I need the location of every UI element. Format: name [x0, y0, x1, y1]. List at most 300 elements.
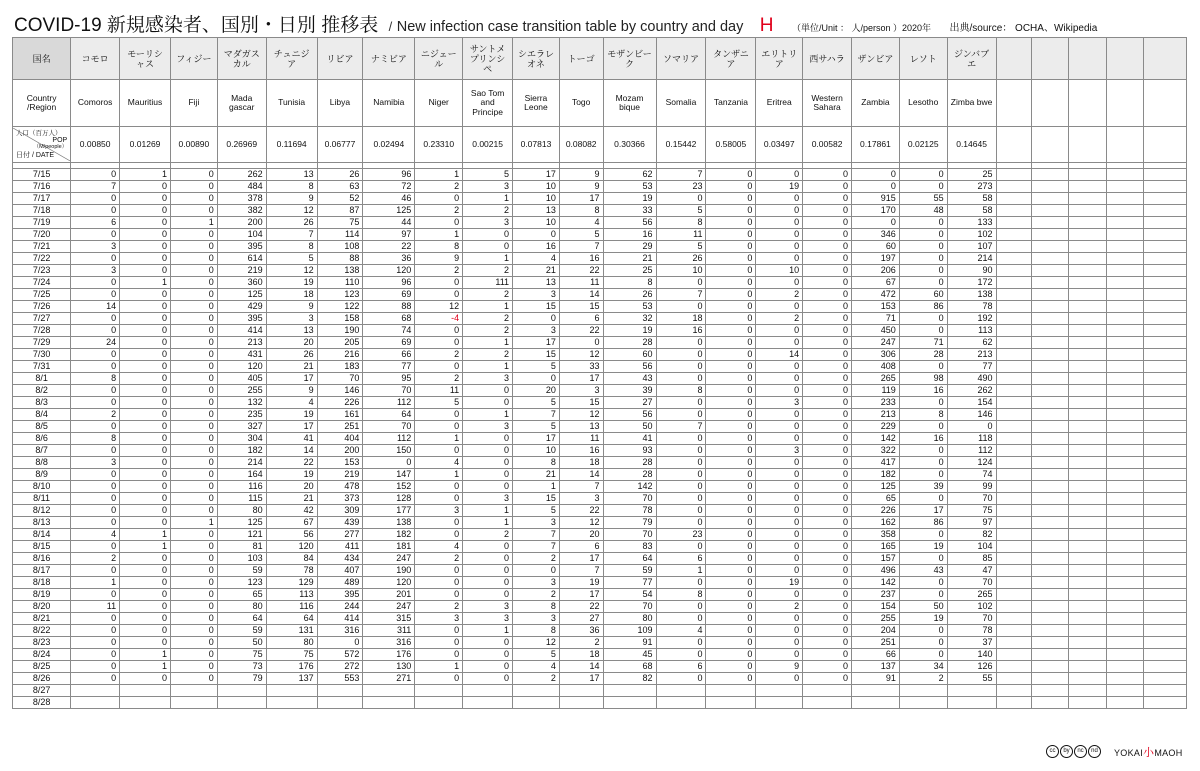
case-cell: 0	[899, 589, 947, 601]
empty-cell	[1144, 421, 1187, 433]
case-cell: 6	[559, 541, 603, 553]
case-cell: 0	[706, 265, 756, 277]
case-cell: 0	[171, 313, 218, 325]
empty-cell	[1031, 169, 1068, 181]
case-cell: 0	[706, 289, 756, 301]
case-cell: 0	[120, 481, 171, 493]
empty-cell	[1106, 541, 1143, 553]
case-cell: 915	[852, 193, 900, 205]
country-name-jp: シエラレオネ	[513, 38, 560, 80]
case-cell: 3	[463, 613, 513, 625]
table-row	[13, 649, 1187, 661]
case-cell: 3	[71, 457, 120, 469]
case-cell: 55	[947, 673, 996, 685]
table-row	[13, 697, 1187, 709]
case-cell: 116	[217, 481, 266, 493]
case-cell: 12	[513, 637, 560, 649]
empty-cell	[996, 217, 1031, 229]
case-cell: 130	[363, 661, 415, 673]
case-cell: 182	[852, 469, 900, 481]
case-cell: 0	[317, 637, 363, 649]
case-cell: 146	[947, 409, 996, 421]
case-cell: 8	[266, 241, 317, 253]
case-cell: 0	[463, 433, 513, 445]
case-cell: 1	[415, 661, 463, 673]
empty-cell	[1031, 697, 1068, 709]
case-cell	[899, 697, 947, 709]
empty-cell	[1144, 373, 1187, 385]
country-name-en: Mada gascar	[217, 80, 266, 127]
case-cell: 0	[120, 217, 171, 229]
case-cell: 0	[756, 649, 803, 661]
case-cell: 82	[603, 673, 656, 685]
empty-cell	[1144, 289, 1187, 301]
case-cell: 0	[513, 565, 560, 577]
case-cell: 13	[559, 421, 603, 433]
case-cell: 131	[266, 625, 317, 637]
case-cell: 59	[217, 625, 266, 637]
population-value: 0.02125	[899, 127, 947, 163]
case-cell: 229	[852, 421, 900, 433]
case-cell: 15	[513, 301, 560, 313]
case-cell: 0	[656, 601, 706, 613]
empty-cell	[1031, 529, 1068, 541]
case-cell: 150	[363, 445, 415, 457]
empty-cell	[1144, 697, 1187, 709]
case-cell: 0	[171, 541, 218, 553]
case-cell: 62	[947, 337, 996, 349]
case-cell: 52	[317, 193, 363, 205]
table-row	[13, 277, 1187, 289]
case-cell: 262	[217, 169, 266, 181]
empty-cell	[1106, 325, 1143, 337]
case-cell: 0	[756, 421, 803, 433]
empty-cell	[1069, 697, 1106, 709]
empty-cell	[1106, 253, 1143, 265]
empty-cell	[1069, 385, 1106, 397]
case-cell: 0	[803, 517, 852, 529]
case-cell: 5	[656, 241, 706, 253]
case-cell: 28	[603, 469, 656, 481]
case-cell: 200	[317, 445, 363, 457]
case-cell: 4	[559, 217, 603, 229]
case-cell: 9	[266, 385, 317, 397]
case-cell: 0	[120, 577, 171, 589]
case-cell: 2	[415, 181, 463, 193]
empty-cell	[1069, 373, 1106, 385]
case-cell: 34	[899, 661, 947, 673]
case-cell: 0	[171, 661, 218, 673]
table-row	[13, 517, 1187, 529]
date-cell: 8/25	[13, 661, 71, 673]
case-cell: 205	[317, 337, 363, 349]
case-cell: 44	[363, 217, 415, 229]
case-cell: 0	[706, 313, 756, 325]
empty-cell	[1031, 685, 1068, 697]
case-cell: 490	[947, 373, 996, 385]
case-cell: 6	[656, 553, 706, 565]
case-cell: 126	[947, 661, 996, 673]
case-cell: 115	[217, 493, 266, 505]
case-cell: 0	[171, 577, 218, 589]
case-cell: 75	[947, 505, 996, 517]
case-cell: 123	[317, 289, 363, 301]
case-cell: 0	[756, 469, 803, 481]
case-cell: 204	[852, 625, 900, 637]
case-cell: 0	[120, 349, 171, 361]
case-cell: 1	[463, 625, 513, 637]
case-cell: 7	[559, 481, 603, 493]
empty-cell	[1106, 301, 1143, 313]
case-cell: 0	[120, 325, 171, 337]
empty-cell	[1069, 493, 1106, 505]
case-cell: 0	[171, 409, 218, 421]
date-cell: 8/9	[13, 469, 71, 481]
case-cell: 0	[803, 337, 852, 349]
case-cell: 0	[756, 673, 803, 685]
table-row	[13, 613, 1187, 625]
case-cell: 1	[463, 301, 513, 313]
case-cell: 2	[463, 529, 513, 541]
case-cell: 12	[266, 265, 317, 277]
case-cell: 83	[603, 541, 656, 553]
case-cell: 3	[756, 445, 803, 457]
empty-cell	[1031, 673, 1068, 685]
case-cell: 0	[171, 253, 218, 265]
case-cell: 13	[266, 169, 317, 181]
empty-cell	[1031, 385, 1068, 397]
case-cell: 2	[463, 349, 513, 361]
empty-cell	[1106, 481, 1143, 493]
case-cell	[317, 697, 363, 709]
case-cell: 172	[947, 277, 996, 289]
country-name-en: Lesotho	[899, 80, 947, 127]
case-cell: 0	[171, 625, 218, 637]
case-cell: 11	[559, 433, 603, 445]
case-cell: 0	[463, 553, 513, 565]
case-cell: 0	[706, 577, 756, 589]
case-cell: 0	[899, 577, 947, 589]
case-cell: 0	[171, 445, 218, 457]
case-cell: 19	[899, 613, 947, 625]
case-cell: 176	[363, 649, 415, 661]
case-cell	[803, 697, 852, 709]
case-cell: 0	[803, 625, 852, 637]
case-cell: 0	[120, 253, 171, 265]
case-cell: 395	[317, 589, 363, 601]
country-name-jp: モザンビーク	[603, 38, 656, 80]
case-cell: 64	[217, 613, 266, 625]
case-cell: 0	[756, 205, 803, 217]
table-row	[13, 337, 1187, 349]
case-cell: 1	[120, 169, 171, 181]
case-cell: 0	[463, 589, 513, 601]
empty-cell	[1106, 457, 1143, 469]
case-cell: 120	[266, 541, 317, 553]
country-name-en: Western Sahara	[803, 80, 852, 127]
case-cell: 0	[706, 673, 756, 685]
case-cell: 0	[899, 553, 947, 565]
case-cell: 70	[363, 421, 415, 433]
source-note: 出典/source： OCHA、Wikipedia	[949, 23, 1098, 34]
empty-cell	[996, 697, 1031, 709]
case-cell: 7	[513, 529, 560, 541]
case-cell: 0	[415, 637, 463, 649]
case-cell: 153	[317, 457, 363, 469]
case-cell: 0	[756, 565, 803, 577]
date-cell: 7/26	[13, 301, 71, 313]
case-cell: 0	[171, 289, 218, 301]
country-name-en: Mozam bique	[603, 80, 656, 127]
case-cell: 0	[706, 325, 756, 337]
case-cell: 0	[71, 625, 120, 637]
empty-cell	[1106, 421, 1143, 433]
table-row	[13, 565, 1187, 577]
date-cell: 8/28	[13, 697, 71, 709]
header-row-population	[13, 127, 1187, 163]
case-cell: 0	[415, 577, 463, 589]
case-cell: 0	[120, 265, 171, 277]
case-cell: 0	[120, 229, 171, 241]
case-cell: 0	[756, 433, 803, 445]
case-cell: 0	[803, 421, 852, 433]
empty-cell	[1031, 349, 1068, 361]
case-cell: 255	[852, 613, 900, 625]
empty-cell	[996, 565, 1031, 577]
case-cell: 16	[513, 241, 560, 253]
case-cell: 66	[852, 649, 900, 661]
case-cell: 0	[803, 481, 852, 493]
case-cell: 80	[217, 505, 266, 517]
case-cell: 0	[899, 529, 947, 541]
case-cell: 15	[513, 349, 560, 361]
case-cell	[513, 697, 560, 709]
case-cell: 0	[71, 589, 120, 601]
case-cell: 0	[803, 541, 852, 553]
case-cell: 7	[266, 229, 317, 241]
case-cell: 0	[852, 217, 900, 229]
case-cell: 3	[513, 517, 560, 529]
case-cell: 190	[317, 325, 363, 337]
empty-cell	[1069, 505, 1106, 517]
case-cell: 39	[603, 385, 656, 397]
case-cell: 0	[656, 481, 706, 493]
case-cell: 8	[656, 385, 706, 397]
case-cell: 102	[947, 229, 996, 241]
case-cell: 2	[513, 589, 560, 601]
case-cell: 19	[559, 577, 603, 589]
case-cell: 107	[947, 241, 996, 253]
table-row	[13, 529, 1187, 541]
case-cell: 572	[317, 649, 363, 661]
date-cell: 7/20	[13, 229, 71, 241]
case-cell: 177	[363, 505, 415, 517]
country-name-jp: タンザニア	[706, 38, 756, 80]
case-cell: 0	[71, 325, 120, 337]
case-cell: 58	[947, 205, 996, 217]
case-cell: 0	[171, 457, 218, 469]
empty-cell	[1031, 565, 1068, 577]
case-cell: 272	[317, 661, 363, 673]
case-cell: 0	[656, 457, 706, 469]
case-cell: 77	[603, 577, 656, 589]
case-cell: 21	[266, 493, 317, 505]
case-cell: 0	[171, 565, 218, 577]
case-cell: 93	[603, 445, 656, 457]
population-label-cell	[13, 127, 71, 163]
empty-cell	[1106, 685, 1143, 697]
case-cell: 0	[706, 337, 756, 349]
case-cell: 201	[363, 589, 415, 601]
empty-cell	[1144, 169, 1187, 181]
empty-cell	[996, 337, 1031, 349]
empty-cell	[996, 469, 1031, 481]
case-cell: 0	[171, 589, 218, 601]
case-cell: 125	[852, 481, 900, 493]
case-cell: 0	[899, 457, 947, 469]
case-cell: 0	[415, 325, 463, 337]
case-cell: 5	[656, 205, 706, 217]
case-cell: 2	[71, 553, 120, 565]
case-cell: 17	[266, 421, 317, 433]
case-cell: 12	[415, 301, 463, 313]
case-cell: 0	[171, 229, 218, 241]
date-cell: 8/22	[13, 625, 71, 637]
case-cell: 0	[803, 529, 852, 541]
case-cell: 90	[947, 265, 996, 277]
empty-cell	[1144, 181, 1187, 193]
license-cc-icon: cc	[1046, 745, 1059, 758]
empty-cell	[1106, 625, 1143, 637]
case-cell: 1	[120, 649, 171, 661]
empty-cell	[1106, 493, 1143, 505]
country-name-jp: チュニジア	[266, 38, 317, 80]
case-cell: 17	[266, 373, 317, 385]
case-cell: 0	[756, 241, 803, 253]
case-cell	[415, 697, 463, 709]
case-cell: 4	[71, 529, 120, 541]
case-cell	[706, 685, 756, 697]
case-cell	[217, 685, 266, 697]
case-cell: 0	[71, 169, 120, 181]
case-cell: 45	[603, 649, 656, 661]
country-name-en: Eritrea	[756, 80, 803, 127]
case-cell: 8	[71, 373, 120, 385]
empty-cell	[1069, 313, 1106, 325]
empty-cell	[1106, 529, 1143, 541]
case-cell: 0	[899, 241, 947, 253]
empty-cell	[1031, 433, 1068, 445]
empty-cell	[1031, 445, 1068, 457]
case-cell: 0	[803, 325, 852, 337]
empty-cell	[1069, 469, 1106, 481]
empty-cell	[1069, 217, 1106, 229]
case-cell	[463, 685, 513, 697]
case-cell: 431	[217, 349, 266, 361]
header-label-en: Country /Region	[13, 80, 71, 127]
case-cell: 0	[756, 385, 803, 397]
case-cell: 78	[266, 565, 317, 577]
empty-cell	[1106, 361, 1143, 373]
date-cell: 8/16	[13, 553, 71, 565]
case-cell: 3	[756, 397, 803, 409]
empty-cell	[1106, 577, 1143, 589]
case-cell: 165	[852, 541, 900, 553]
case-cell: 5	[513, 361, 560, 373]
case-cell: 0	[71, 565, 120, 577]
case-cell: 0	[803, 313, 852, 325]
empty-cell	[1069, 169, 1106, 181]
case-cell: 213	[852, 409, 900, 421]
case-cell: 181	[363, 541, 415, 553]
case-cell: 1	[71, 577, 120, 589]
empty-cell	[1069, 325, 1106, 337]
empty-cell	[1069, 613, 1106, 625]
case-cell: 75	[217, 649, 266, 661]
case-cell: 0	[803, 637, 852, 649]
table-row	[13, 589, 1187, 601]
case-cell: 0	[171, 205, 218, 217]
country-name-jp: モーリシャス	[120, 38, 171, 80]
case-cell: 72	[363, 181, 415, 193]
case-cell: 251	[317, 421, 363, 433]
case-cell: 68	[603, 661, 656, 673]
case-cell: 0	[706, 181, 756, 193]
case-cell: 219	[217, 265, 266, 277]
case-cell: 197	[852, 253, 900, 265]
case-cell: 0	[706, 565, 756, 577]
case-cell	[803, 685, 852, 697]
author-mid: 小	[1143, 747, 1155, 759]
date-cell: 7/18	[13, 205, 71, 217]
case-cell: 0	[463, 229, 513, 241]
case-cell: 33	[603, 205, 656, 217]
case-cell: 59	[603, 565, 656, 577]
country-name-jp: ジンバブエ	[947, 38, 996, 80]
case-cell: 0	[756, 253, 803, 265]
case-cell: 3	[463, 493, 513, 505]
empty-cell	[1069, 589, 1106, 601]
case-cell: 214	[217, 457, 266, 469]
case-cell: 69	[363, 289, 415, 301]
case-cell	[266, 685, 317, 697]
case-cell: 0	[71, 661, 120, 673]
case-cell: 315	[363, 613, 415, 625]
case-cell: 17	[513, 169, 560, 181]
country-name-en: Niger	[415, 80, 463, 127]
empty-cell	[1106, 205, 1143, 217]
case-cell: 0	[415, 625, 463, 637]
case-cell: 16	[899, 433, 947, 445]
case-cell: 17	[559, 589, 603, 601]
case-cell: 33	[559, 361, 603, 373]
case-cell: 373	[317, 493, 363, 505]
case-cell: 0	[363, 457, 415, 469]
case-cell: 346	[852, 229, 900, 241]
case-cell: 0	[706, 589, 756, 601]
table-row	[13, 409, 1187, 421]
case-cell: 18	[559, 457, 603, 469]
case-cell: 0	[899, 421, 947, 433]
case-cell: 22	[559, 325, 603, 337]
case-cell	[603, 697, 656, 709]
case-cell: 0	[71, 193, 120, 205]
case-cell: 2	[415, 601, 463, 613]
case-cell: 1	[415, 229, 463, 241]
case-cell: 153	[852, 301, 900, 313]
empty-cell	[1031, 127, 1068, 163]
case-cell: 0	[706, 277, 756, 289]
